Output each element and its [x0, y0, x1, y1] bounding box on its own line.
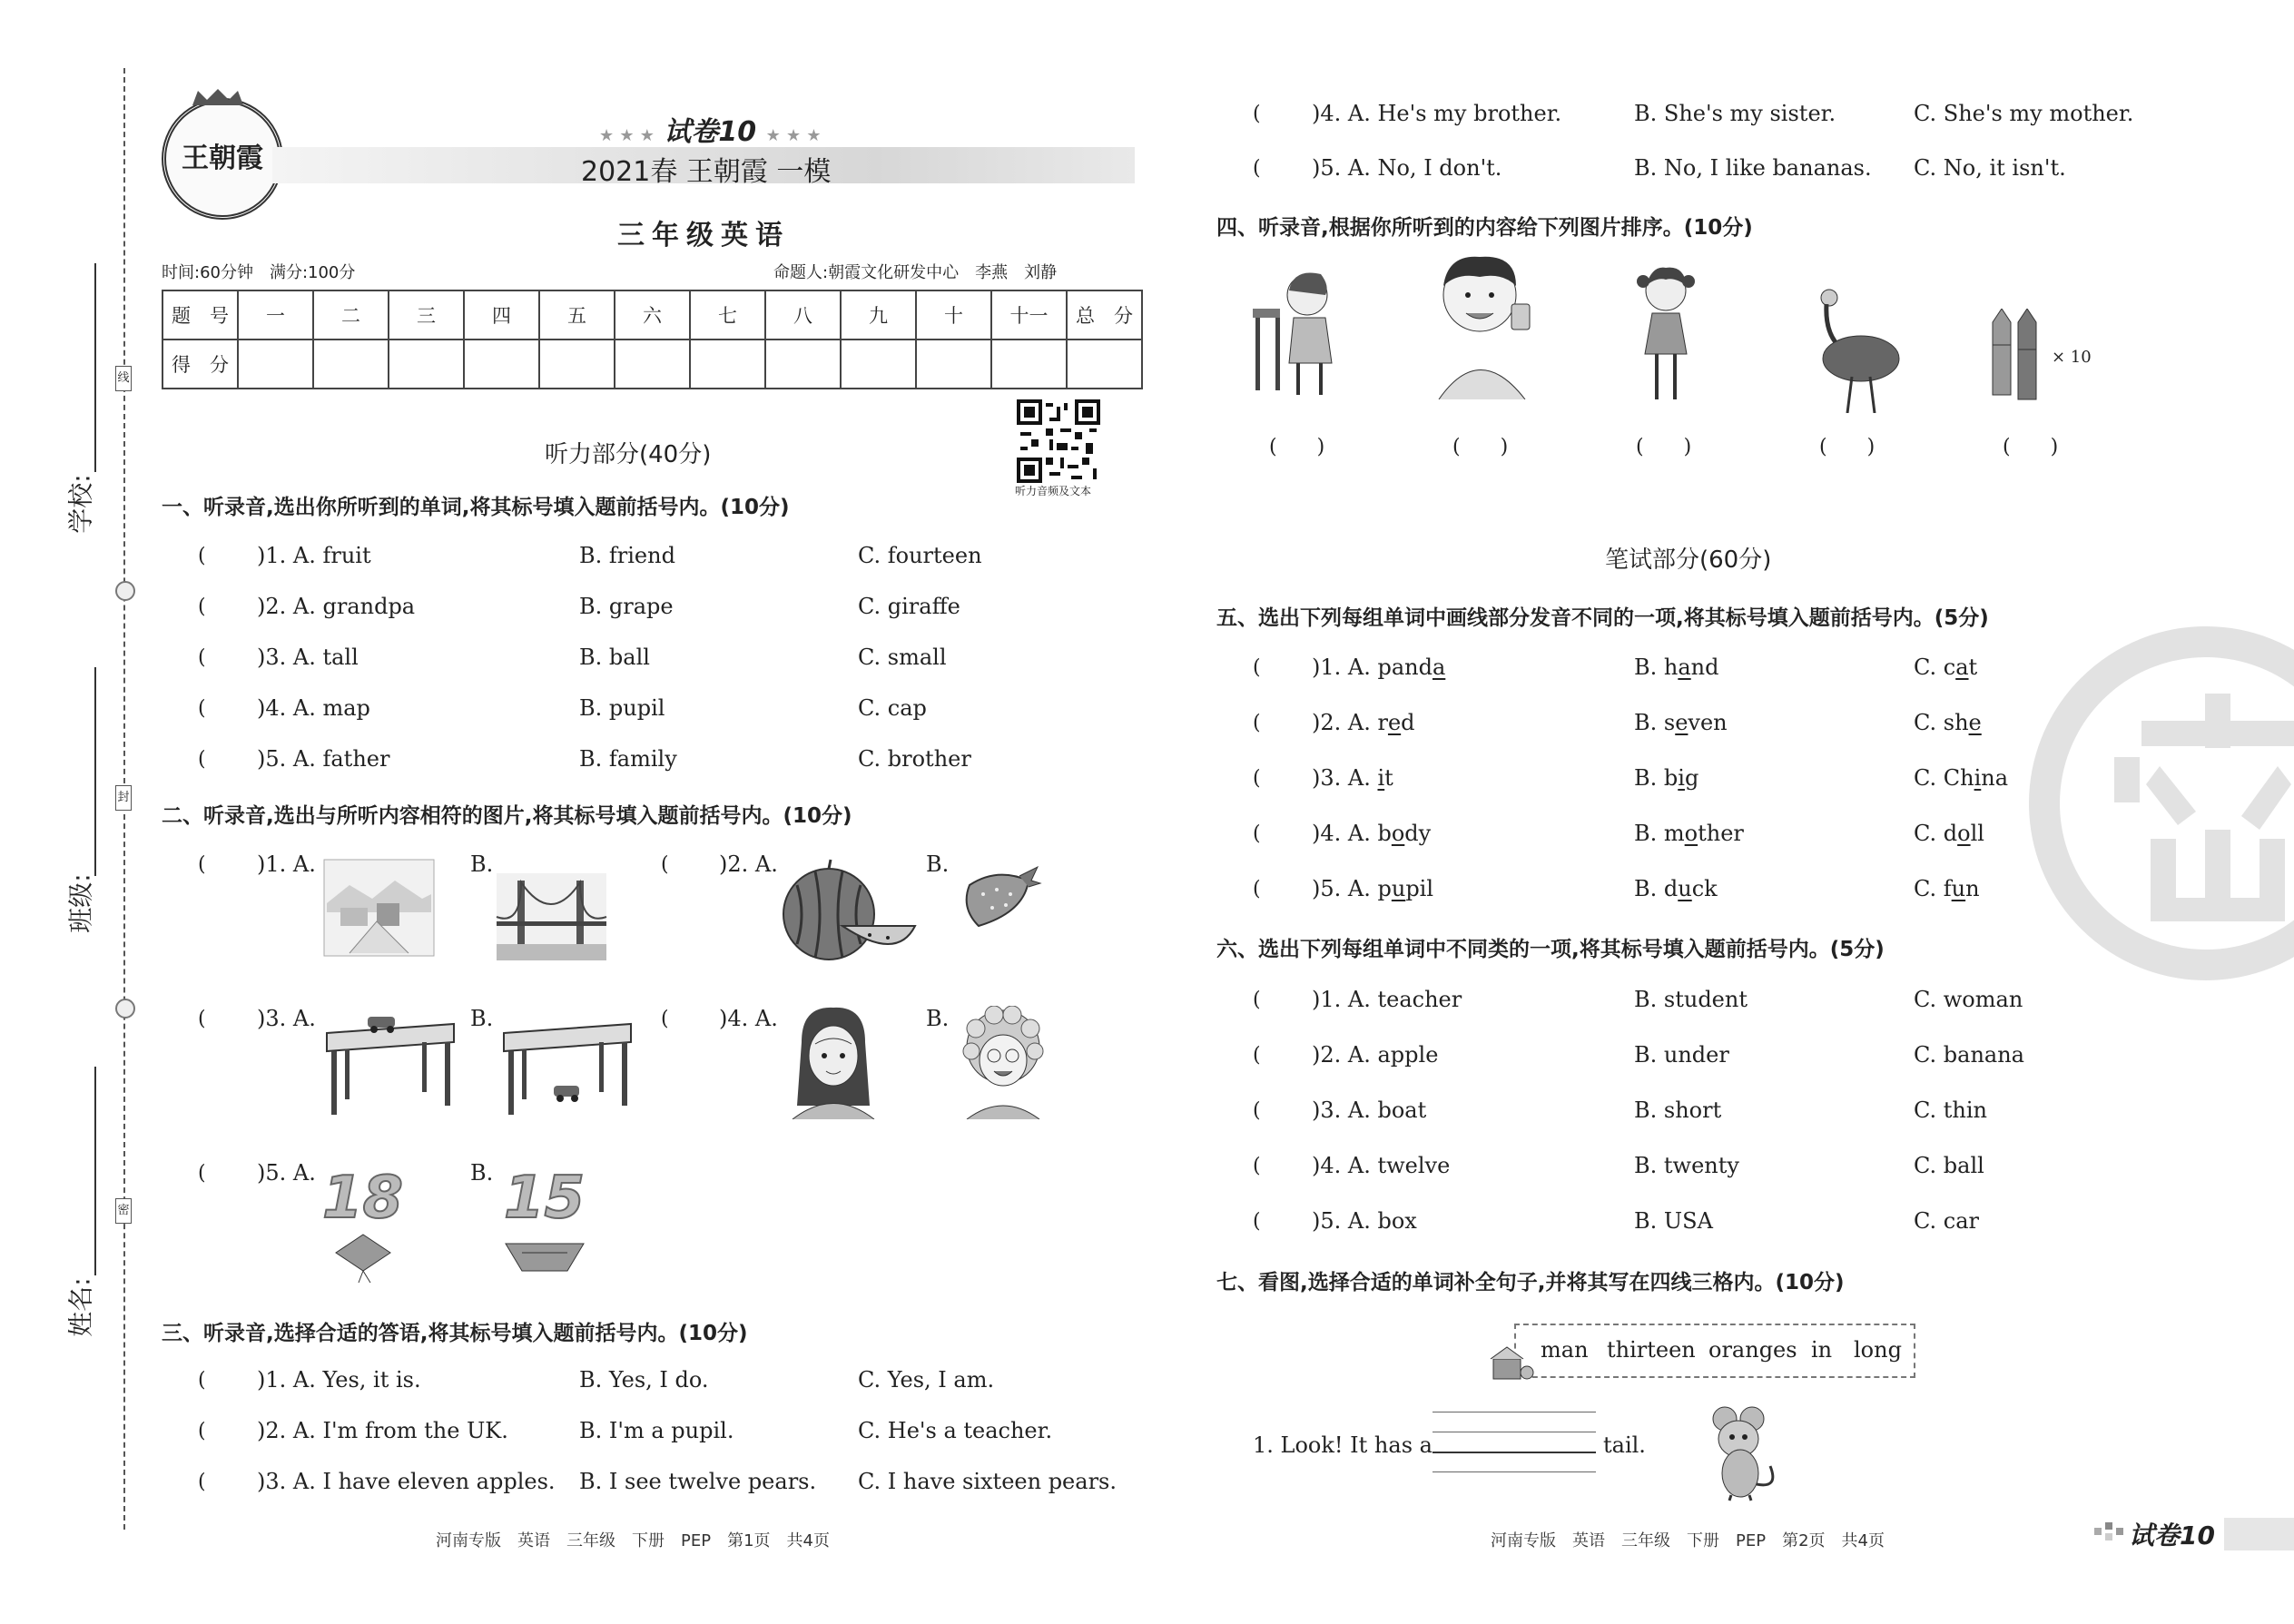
answer-paren[interactable]: (: [198, 1369, 206, 1392]
desk-car-on-icon: [318, 1006, 458, 1119]
binding-char-xian: 线: [115, 366, 132, 391]
s2-q5-b: B.: [470, 1160, 494, 1186]
s1-q1-c: C. fourteen: [858, 543, 982, 568]
school-label: 学校:: [65, 474, 96, 534]
s6-q3-a: )3. A. boat: [1312, 1097, 1427, 1123]
section5-title: 五、选出下列每组单词中画线部分发音不同的一项,将其标号填入题前括号内。(5分): [1216, 606, 1989, 630]
s4-paren-4[interactable]: ( ): [1819, 436, 1876, 458]
score-cell[interactable]: [916, 340, 991, 389]
footer-tag-band: [2224, 1518, 2294, 1550]
s6-q4-a: )4. A. twelve: [1312, 1153, 1451, 1178]
s4-paren-2[interactable]: ( ): [1452, 436, 1509, 458]
s2-q2-b: B.: [926, 851, 950, 877]
answer-paren[interactable]: (: [1253, 1155, 1261, 1177]
boat-icon: [504, 1230, 586, 1275]
answer-paren[interactable]: (: [1253, 1044, 1261, 1067]
s2-q2-a: )2. A.: [719, 851, 778, 877]
s5-q5-b: B. duck: [1634, 876, 1718, 901]
s3-q2-b: B. I'm a pupil.: [579, 1418, 734, 1443]
score-col: 六: [615, 290, 690, 340]
four-line-writing-field[interactable]: [1433, 1412, 1596, 1473]
binding-hole-icon: [115, 581, 135, 601]
answer-paren[interactable]: (: [198, 545, 206, 567]
binding-char-feng: 封: [115, 785, 132, 811]
score-cell[interactable]: [313, 340, 389, 389]
answer-paren[interactable]: (: [1253, 656, 1261, 679]
score-col: 九: [841, 290, 916, 340]
watermelon-icon: [779, 858, 920, 962]
s5-q5-a: )5. A. pupil: [1312, 876, 1434, 901]
name-field[interactable]: [94, 1067, 96, 1275]
s6-q2-a: )2. A. apple: [1312, 1042, 1439, 1068]
authors: 命题人:朝霞文化研发中心 李燕 刘静: [773, 263, 1058, 282]
answer-paren[interactable]: (: [198, 853, 206, 876]
score-header-row: [162, 290, 1142, 340]
qr-code-icon[interactable]: [1017, 399, 1100, 483]
s2-q3-b: B.: [470, 1006, 494, 1031]
girl-chair-icon: [1248, 263, 1357, 399]
grandma-icon: [958, 1006, 1049, 1119]
s6-q5-b: B. USA: [1634, 1208, 1713, 1234]
score-col: 五: [539, 290, 615, 340]
s3-q5-b: B. No, I like bananas.: [1634, 155, 1872, 181]
s2-q5-a: )5. A.: [257, 1160, 316, 1186]
s6-q3-b: B. short: [1634, 1097, 1722, 1123]
s5-q4-b: B. mother: [1634, 821, 1744, 846]
s5-q1-a: )1. A. panda: [1312, 655, 1446, 680]
s6-q2-b: B. under: [1634, 1042, 1729, 1068]
answer-paren[interactable]: (: [198, 1162, 206, 1185]
number-18-kites-picture: [322, 1166, 403, 1284]
score-cell[interactable]: [615, 340, 690, 389]
section4-title: 四、听录音,根据你所听到的内容给下列图片排序。(10分): [1216, 216, 1753, 240]
score-cell[interactable]: [1067, 340, 1142, 389]
s5-q3-a: )3. A. it: [1312, 765, 1393, 791]
answer-paren[interactable]: (: [198, 646, 206, 669]
score-col: 三: [389, 290, 464, 340]
s5-q1-b: B. hand: [1634, 655, 1719, 680]
score-col: 八: [765, 290, 841, 340]
s2-q1-b: B.: [470, 851, 494, 877]
s3-q5-a: )5. A. No, I don't.: [1312, 155, 1502, 181]
s7-q1-suffix: tail.: [1603, 1432, 1646, 1458]
score-col: 总 分: [1067, 290, 1142, 340]
s3-q4-c: C. She's my mother.: [1914, 101, 2134, 126]
answer-paren[interactable]: (: [198, 595, 206, 618]
s6-q1-c: C. woman: [1914, 987, 2023, 1012]
word-oranges: oranges: [1708, 1337, 1797, 1363]
s4-paren-5[interactable]: ( ): [2003, 436, 2059, 458]
s1-q5-b: B. family: [579, 746, 677, 772]
answer-paren[interactable]: (: [198, 748, 206, 771]
s4-paren-3[interactable]: ( ): [1636, 436, 1692, 458]
s1-q3-a: )3. A. tall: [257, 645, 359, 670]
s3-q1-b: B. Yes, I do.: [579, 1367, 709, 1393]
s3-q4-a: )4. A. He's my brother.: [1312, 101, 1562, 126]
answer-paren[interactable]: (: [661, 853, 669, 876]
answer-paren[interactable]: (: [1253, 157, 1261, 180]
s1-q4-a: )4. A. map: [257, 695, 370, 721]
s6-q3-c: C. thin: [1914, 1097, 1987, 1123]
s1-q2-a: )2. A. grandpa: [257, 594, 416, 619]
score-cell[interactable]: [464, 340, 539, 389]
section3-title: 三、听录音,选择合适的答语,将其标号填入题前括号内。(10分): [162, 1322, 748, 1345]
answer-paren[interactable]: (: [1253, 989, 1261, 1011]
village-picture-icon: [322, 858, 436, 958]
score-col: 十一: [991, 290, 1067, 340]
s3-q2-c: C. He's a teacher.: [858, 1418, 1053, 1443]
subject-title: 三年级英语: [617, 220, 790, 251]
binding-hole-icon: [115, 999, 135, 1019]
s5-q4-a: )4. A. body: [1312, 821, 1432, 846]
s2-q4-a: )4. A.: [719, 1006, 778, 1031]
s6-q1-a: )1. A. teacher: [1312, 987, 1462, 1012]
answer-paren[interactable]: (: [1253, 878, 1261, 901]
name-label: 姓名:: [65, 1277, 96, 1337]
s1-q2-c: C. giraffe: [858, 594, 960, 619]
score-col: 一: [238, 290, 313, 340]
answer-paren[interactable]: (: [198, 1420, 206, 1442]
footer-tag: 试卷10: [2129, 1521, 2215, 1550]
s6-q5-a: )5. A. box: [1312, 1208, 1417, 1234]
score-cell[interactable]: [991, 340, 1067, 389]
answer-paren[interactable]: (: [1253, 767, 1261, 790]
s2-q4-b: B.: [926, 1006, 950, 1031]
answer-paren[interactable]: (: [198, 697, 206, 720]
s1-q3-b: B. ball: [579, 645, 650, 670]
s1-q4-c: C. cap: [858, 695, 927, 721]
answer-paren[interactable]: (: [1253, 712, 1261, 734]
s1-q3-c: C. small: [858, 645, 947, 670]
score-cell[interactable]: [389, 340, 464, 389]
desk-car-under-icon: [495, 1006, 635, 1119]
number-18-label: 18: [322, 1165, 404, 1232]
score-input-row: [162, 340, 1142, 389]
qr-caption: 听力音频及文本: [1015, 485, 1092, 497]
answer-paren[interactable]: (: [1253, 1210, 1261, 1233]
boy-drinking-icon: [1430, 241, 1543, 399]
score-row-label: 得 分: [162, 340, 238, 389]
strawberry-icon: [951, 858, 1042, 930]
s1-q1-b: B. friend: [579, 543, 675, 568]
young-woman-icon: [788, 1006, 879, 1119]
written-title: 笔试部分(60分): [1605, 546, 1772, 574]
section7-title: 七、看图,选择合适的单词补全句子,并将其写在四线三格内。(10分): [1216, 1271, 1845, 1294]
s4-paren-1[interactable]: ( ): [1269, 436, 1325, 458]
word-thirteen: thirteen: [1607, 1337, 1696, 1363]
s5-q4-c: C. doll: [1914, 821, 1984, 846]
number-15-boat-picture: [504, 1166, 586, 1275]
s2-q3-a: )3. A.: [257, 1006, 316, 1031]
mouse-icon: [1702, 1403, 1784, 1502]
score-table: [162, 290, 1143, 389]
girl-standing-icon: [1625, 263, 1707, 404]
s6-q4-b: B. twenty: [1634, 1153, 1739, 1178]
s1-q4-b: B. pupil: [579, 695, 665, 721]
score-cell[interactable]: [690, 340, 765, 389]
word-man: man: [1541, 1337, 1589, 1363]
s6-q5-c: C. car: [1914, 1208, 1979, 1234]
score-col: 二: [313, 290, 389, 340]
s3-q5-c: C. No, it isn't.: [1914, 155, 2066, 181]
s6-q1-b: B. student: [1634, 987, 1748, 1012]
s3-q1-a: )1. A. Yes, it is.: [257, 1367, 421, 1393]
section1-title: 一、听录音,选出你所听到的单词,将其标号填入题前括号内。(10分): [162, 496, 790, 519]
s5-q2-c: C. she: [1914, 710, 1982, 735]
score-cell[interactable]: [765, 340, 841, 389]
score-col: 十: [916, 290, 991, 340]
s1-q5-c: C. brother: [858, 746, 971, 772]
exam-title: 2021春 王朝霞 一模: [581, 156, 832, 188]
answer-paren[interactable]: (: [198, 1008, 206, 1030]
secret-stamp-watermark: [2029, 626, 2294, 980]
s6-q2-c: C. banana: [1914, 1042, 2024, 1068]
s7-q1-prefix: 1. Look! It has a: [1253, 1432, 1433, 1458]
answer-paren[interactable]: (: [661, 1008, 669, 1030]
s5-q5-c: C. fun: [1914, 876, 1980, 901]
class-label: 班级:: [65, 873, 96, 933]
section2-title: 二、听录音,选出与所听内容相符的图片,将其标号填入题前括号内。(10分): [162, 804, 852, 828]
s5-q3-c: C. China: [1914, 765, 2009, 791]
s5-q2-a: )2. A. red: [1312, 710, 1415, 735]
score-cell[interactable]: [539, 340, 615, 389]
logo-text: 王朝霞: [182, 143, 263, 174]
s1-q5-a: )5. A. father: [257, 746, 390, 772]
s5-q2-b: B. seven: [1634, 710, 1728, 735]
listening-title: 听力部分(40分): [545, 441, 712, 468]
score-cell[interactable]: [238, 340, 313, 389]
s3-q3-a: )3. A. I have eleven apples.: [257, 1469, 556, 1494]
score-col: 四: [464, 290, 539, 340]
class-field[interactable]: [94, 667, 96, 876]
s3-q3-b: B. I see twelve pears.: [579, 1469, 817, 1494]
s1-q1-a: )1. A. fruit: [257, 543, 371, 568]
answer-paren[interactable]: (: [198, 1471, 206, 1493]
score-cell[interactable]: [841, 340, 916, 389]
s3-q3-c: C. I have sixteen pears.: [858, 1469, 1117, 1494]
school-field[interactable]: [94, 263, 96, 472]
s5-q3-b: B. big: [1634, 765, 1699, 791]
bridge-picture-icon: [495, 871, 608, 962]
binding-char-mi: 密: [115, 1198, 132, 1224]
score-row-label: 题 号: [162, 290, 238, 340]
crayons-icon: [1984, 309, 2047, 404]
ostrich-icon: [1807, 281, 1906, 413]
section6-title: 六、选出下列每组单词中不同类的一项,将其标号填入题前括号内。(5分): [1216, 938, 1885, 961]
crown-icon: [191, 87, 245, 107]
score-col: 七: [690, 290, 765, 340]
answer-paren[interactable]: (: [1253, 103, 1261, 125]
s5-q1-c: C. cat: [1914, 655, 1978, 680]
word-bank-icon: [1489, 1345, 1534, 1382]
s3-q4-b: B. She's my sister.: [1634, 101, 1836, 126]
time-info: 时间:60分钟 满分:100分: [162, 263, 356, 282]
footer-right: 河南专版 英语 三年级 下册 PEP 第2页 共4页: [1491, 1531, 1885, 1550]
s2-q1-a: )1. A.: [257, 851, 316, 877]
number-15-label: 15: [504, 1165, 586, 1232]
s1-q2-b: B. grape: [579, 594, 674, 619]
word-long: long: [1854, 1337, 1902, 1363]
corner-dots-icon: [2092, 1519, 2129, 1546]
word-in: in: [1811, 1337, 1833, 1363]
s3-q2-a: )2. A. I'm from the UK.: [257, 1418, 508, 1443]
logo: [162, 98, 283, 220]
answer-paren[interactable]: (: [1253, 1099, 1261, 1122]
paper-label: ★ ★ ★ 试卷10 ★ ★ ★: [599, 116, 822, 148]
crayon-count: × 10: [2052, 348, 2092, 367]
s3-q1-c: C. Yes, I am.: [858, 1367, 995, 1393]
answer-paren[interactable]: (: [1253, 822, 1261, 845]
kite-icon: [327, 1230, 399, 1284]
s6-q4-c: C. ball: [1914, 1153, 1984, 1178]
footer-left: 河南专版 英语 三年级 下册 PEP 第1页 共4页: [436, 1531, 830, 1550]
